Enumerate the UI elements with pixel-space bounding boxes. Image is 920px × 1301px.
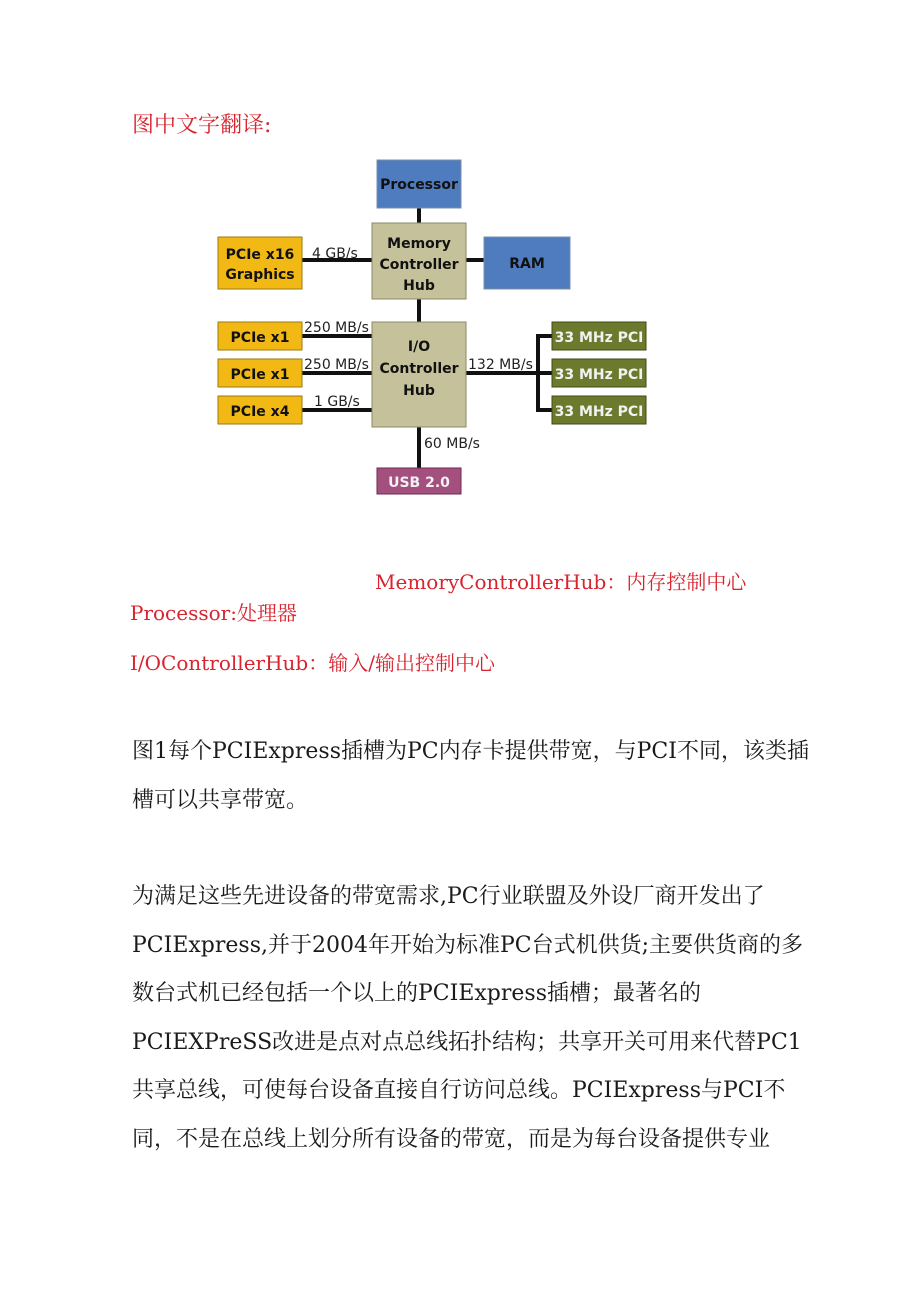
svg-text:PCIe x1: PCIe x1 (230, 367, 290, 383)
pcie-x1-box-b (218, 359, 302, 387)
svg-text:Controller: Controller (379, 361, 459, 377)
bandwidth-pci: 132 MB/s (468, 357, 533, 373)
ram-box (484, 237, 570, 289)
pci-slot-box-a (552, 322, 646, 350)
pcie-x4-box (218, 396, 302, 424)
memory-controller-hub-box (372, 223, 466, 299)
svg-text:USB 2.0: USB 2.0 (388, 475, 450, 491)
bandwidth-x1-b: 250 MB/s (304, 357, 369, 373)
svg-text:Controller: Controller (379, 257, 459, 273)
svg-text:Memory: Memory (387, 236, 451, 252)
pci-slot-box-c (552, 396, 646, 424)
caption-line: 图1每个PCIExpress插槽为PC内存卡提供带宽，与PCI不同，该类插 (132, 739, 809, 764)
bandwidth-graphics: 4 GB/s (312, 246, 358, 262)
processor-box (377, 160, 461, 208)
body-line: 数台式机已经包括一个以上的PCIExpress插槽；最著名的 (132, 981, 701, 1006)
svg-text:PCIe x4: PCIe x4 (230, 404, 290, 420)
body-line: PCIEXPreSS改进是点对点总线拓扑结构；共享开关可用来代替PC1 (132, 1029, 802, 1055)
bandwidth-x4: 1 GB/s (314, 394, 360, 410)
pci-slot-box-b (552, 359, 646, 387)
bus-architecture-diagram (214, 156, 654, 498)
svg-text:Processor: Processor (380, 177, 458, 193)
svg-text:PCIe x16: PCIe x16 (225, 247, 295, 263)
body-line: PCIExpress,并于2004年开始为标准PC台式机供货;主要供货商的多 (132, 932, 804, 958)
pcie-x1-box-a (218, 322, 302, 350)
translation-mch: MemoryControllerHub：内存控制中心 (375, 570, 747, 594)
figure-caption (132, 728, 809, 825)
svg-text:PCIe x1: PCIe x1 (230, 330, 290, 346)
svg-text:33 MHz PCI: 33 MHz PCI (554, 330, 644, 346)
svg-text:Hub: Hub (403, 278, 435, 294)
translation-ich: I/OControllerHub：输入/输出控制中心 (130, 651, 495, 675)
bandwidth-usb: 60 MB/s (424, 436, 480, 452)
io-controller-hub-box (372, 322, 466, 427)
svg-text:33 MHz PCI: 33 MHz PCI (554, 367, 644, 383)
body-line: 同，不是在总线上划分所有设备的带宽，而是为每台设备提供专业 (132, 1126, 771, 1152)
svg-text:I/O: I/O (407, 339, 431, 355)
body-paragraph (132, 873, 802, 1164)
usb-box (377, 468, 461, 494)
translation-processor: Processor:处理器 (130, 601, 297, 625)
svg-text:33 MHz PCI: 33 MHz PCI (554, 404, 644, 420)
body-line: 为满足这些先进设备的带宽需求,PC行业联盟及外设厂商开发出了 (132, 884, 765, 909)
svg-text:RAM: RAM (509, 256, 545, 272)
svg-text:Hub: Hub (403, 383, 435, 399)
caption-line: 槽可以共享带宽。 (132, 787, 309, 813)
translation-heading: 图中文字翻译: (132, 113, 272, 138)
bandwidth-x1-a: 250 MB/s (304, 320, 369, 336)
pcie-x16-graphics-box (218, 237, 302, 289)
svg-text:Graphics: Graphics (225, 267, 295, 283)
body-line: 共享总线，可使每台设备直接自行访问总线。PCIExpress与PCI不 (132, 1078, 786, 1103)
diagram-svg (214, 156, 654, 498)
